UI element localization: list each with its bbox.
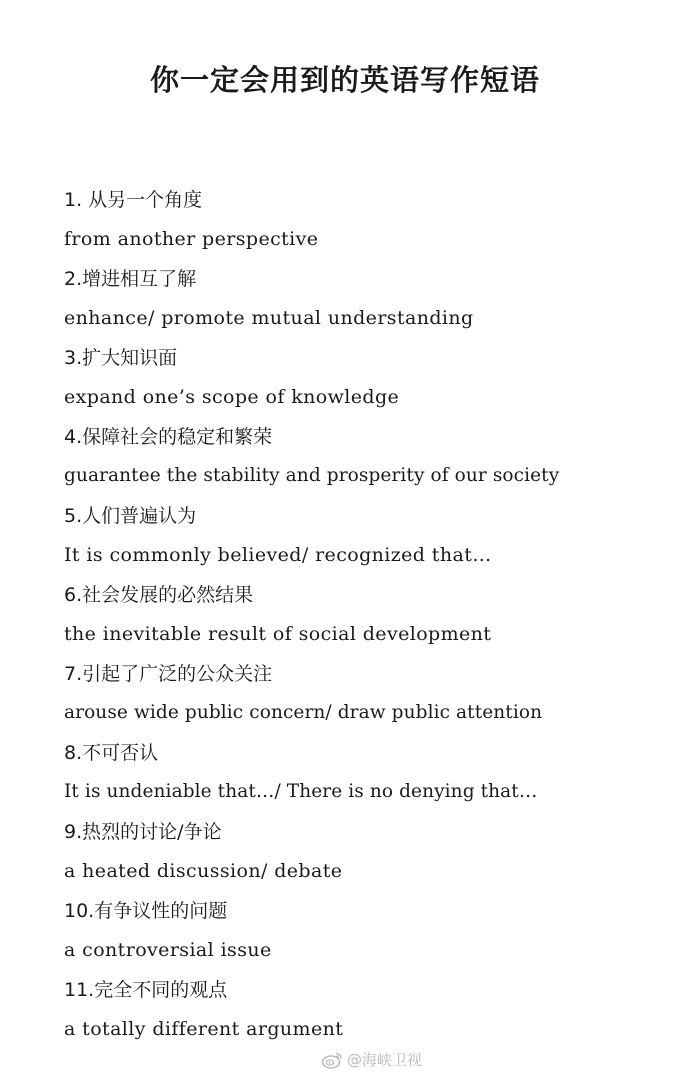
watermark-text: @海峡卫视 [346,1051,422,1069]
phrase-chinese: 7.引起了广泛的公众关注 [64,663,273,685]
phrase-english: It is commonly believed/ recognized that… [64,544,492,566]
phrase-chinese: 10.有争议性的问题 [64,900,228,922]
list-item [64,501,684,580]
list-item [64,264,684,343]
phrase-english: enhance/ promote mutual understanding [64,307,474,329]
list-item [64,659,684,738]
list-item [64,896,684,975]
phrase-chinese: 11.完全不同的观点 [64,979,228,1001]
phrase-english: expand one’s scope of knowledge [64,386,400,408]
phrase-english: guarantee the stability and prosperity of our society [64,465,560,486]
phrase-chinese: 5.人们普遍认为 [64,505,197,527]
phrase-chinese: 3.扩大知识面 [64,347,178,369]
phrase-chinese: 9.热烈的讨论/争论 [64,821,222,843]
phrase-chinese: 2.增进相互了解 [64,268,197,290]
page-title: 你一定会用到的英语写作短语 [149,63,540,97]
phrase-english: the inevitable result of social development [64,623,492,645]
phrase-english: a heated discussion/ debate [64,860,343,882]
list-item [64,738,684,817]
phrase-list [64,185,684,1054]
watermark [321,1049,422,1070]
phrase-english: arouse wide public concern/ draw public attention [64,702,543,723]
list-item [64,817,684,896]
phrase-chinese: 4.保障社会的稳定和繁荣 [64,426,273,448]
phrase-chinese: 6.社会发展的必然结果 [64,584,254,606]
phrase-english: It is undeniable that…/ There is no denying that… [64,781,538,802]
list-item [64,975,684,1054]
list-item [64,343,684,422]
phrase-english: from another perspective [64,228,319,250]
list-item [64,185,684,264]
list-item [64,422,684,501]
phrase-english: a controversial issue [64,939,272,961]
weibo-icon [321,1051,343,1069]
list-item [64,580,684,659]
phrase-chinese: 1. 从另一个角度 [64,189,203,211]
phrase-chinese: 8.不可否认 [64,742,159,764]
phrase-english: a totally different argument [64,1018,344,1040]
